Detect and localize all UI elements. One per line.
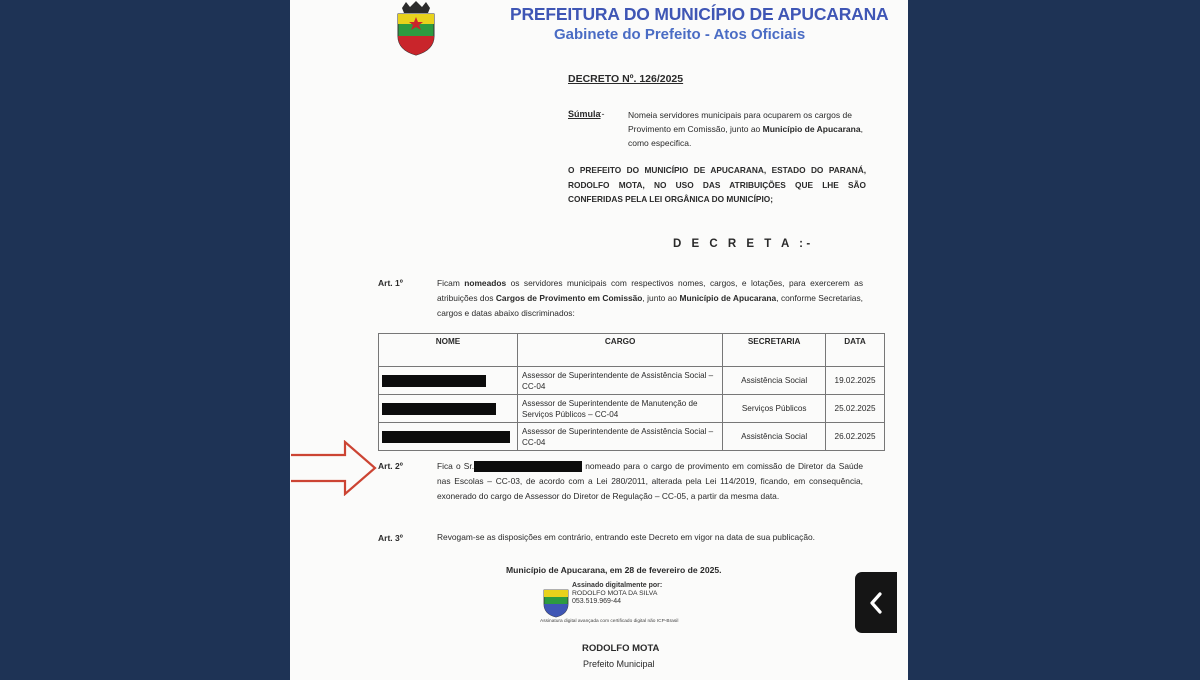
art3-text: Revogam-se as disposições em contrário, entrando este Decreto em vigor na data de sua publicação. bbox=[437, 532, 816, 542]
col-data: DATA bbox=[826, 334, 885, 367]
decree-title: DECRETO Nº. 126/2025 bbox=[568, 73, 684, 85]
cargo-cell: Assessor de Superintendente de Manutenção de Serviços Públicos – CC-04 bbox=[517, 395, 722, 423]
collapse-panel-button[interactable] bbox=[855, 572, 897, 633]
secretaria-cell: Serviços Públicos bbox=[723, 395, 826, 423]
art2-text: Fica o Sr. nomeado para o cargo de provimento em comissão de Diretor da Saúde nas Escolas – CC-03, de acordo com a Lei 280/2011, alterada pela Lei 114/2019, ficando, em consequência, exonerado do cargo de Assessor do Diretor de Regulação – CC-05, a partir da mesma data. bbox=[437, 461, 863, 501]
table-header-row bbox=[379, 334, 885, 367]
art2-label: Art. 2º bbox=[378, 461, 403, 471]
cargo-cell: Assessor de Superintendente de Assistência Social – CC-04 bbox=[517, 423, 722, 451]
cargo-cell: Assessor de Superintendente de Assistência Social – CC-04 bbox=[517, 367, 722, 395]
col-secretaria: SECRETARIA bbox=[723, 334, 826, 367]
signer-document: 053.519.969-44 bbox=[572, 598, 622, 605]
municipal-crest-icon bbox=[388, 0, 444, 56]
art3-label: Art. 3º bbox=[378, 533, 403, 543]
data-cell: 19.02.2025 bbox=[826, 367, 885, 395]
header-title: PREFEITURA DO MUNICÍPIO DE APUCARANA bbox=[510, 4, 889, 24]
sumula-suffix: :- bbox=[599, 109, 605, 119]
place-date: Município de Apucarana, em 28 de fevereiro de 2025. bbox=[506, 565, 722, 575]
redacted-name bbox=[474, 461, 582, 472]
col-nome: NOME bbox=[379, 334, 518, 367]
certificate-note: Assinatura digital avançada com certificado digital não ICP-Brasil bbox=[540, 619, 679, 624]
data-cell: 25.02.2025 bbox=[826, 395, 885, 423]
pointer-arrow-icon bbox=[291, 440, 377, 496]
art1-label: Art. 1º bbox=[378, 278, 403, 288]
signature-seal-icon bbox=[542, 586, 570, 618]
document-page bbox=[290, 0, 908, 680]
header-subtitle: Gabinete do Prefeito - Atos Oficiais bbox=[554, 26, 806, 43]
appointments-table bbox=[378, 333, 885, 451]
secretaria-cell: Assistência Social bbox=[723, 367, 826, 395]
chevron-left-icon bbox=[868, 592, 884, 614]
col-cargo: CARGO bbox=[517, 334, 722, 367]
art1-text: Ficam nomeados os servidores municipais com respectivos nomes, cargos, e lotações, para exercerem as atribuições dos Cargos de Provimento em Comissão, junto ao Município de Apucarana, conforme Secretarias, cargos e datas abaixo discriminados: bbox=[437, 278, 864, 318]
redacted-name bbox=[379, 423, 518, 451]
secretaria-cell: Assistência Social bbox=[723, 423, 826, 451]
table-row bbox=[379, 367, 885, 395]
redacted-name bbox=[379, 367, 518, 395]
table-row bbox=[379, 423, 885, 451]
decreta-heading: D E C R E T A :- bbox=[673, 238, 814, 250]
redacted-name bbox=[379, 395, 518, 423]
sumula-text: Nomeia servidores municipais para ocuparem os cargos de Provimento em Comissão, junto ao Município de Apucarana, como especifica. bbox=[628, 110, 863, 148]
table-row bbox=[379, 395, 885, 423]
preamble: O PREFEITO DO MUNICÍPIO DE APUCARANA, ESTADO DO PARANÁ, RODOLFO MOTA, NO USO DAS ATRIBUIÇÕES QUE LHE SÃO CONFERIDAS PELA LEI ORGÂNICA DO MUNICÍPIO; bbox=[568, 165, 866, 204]
data-cell: 26.02.2025 bbox=[826, 423, 885, 451]
sumula-label: Súmula bbox=[568, 109, 601, 119]
mayor-role: Prefeito Municipal bbox=[583, 659, 655, 669]
mayor-name: RODOLFO MOTA bbox=[582, 643, 660, 654]
signed-by: Assinado digitalmente por: bbox=[572, 582, 663, 589]
signer-name: RODOLFO MOTA DA SILVA bbox=[572, 590, 658, 597]
